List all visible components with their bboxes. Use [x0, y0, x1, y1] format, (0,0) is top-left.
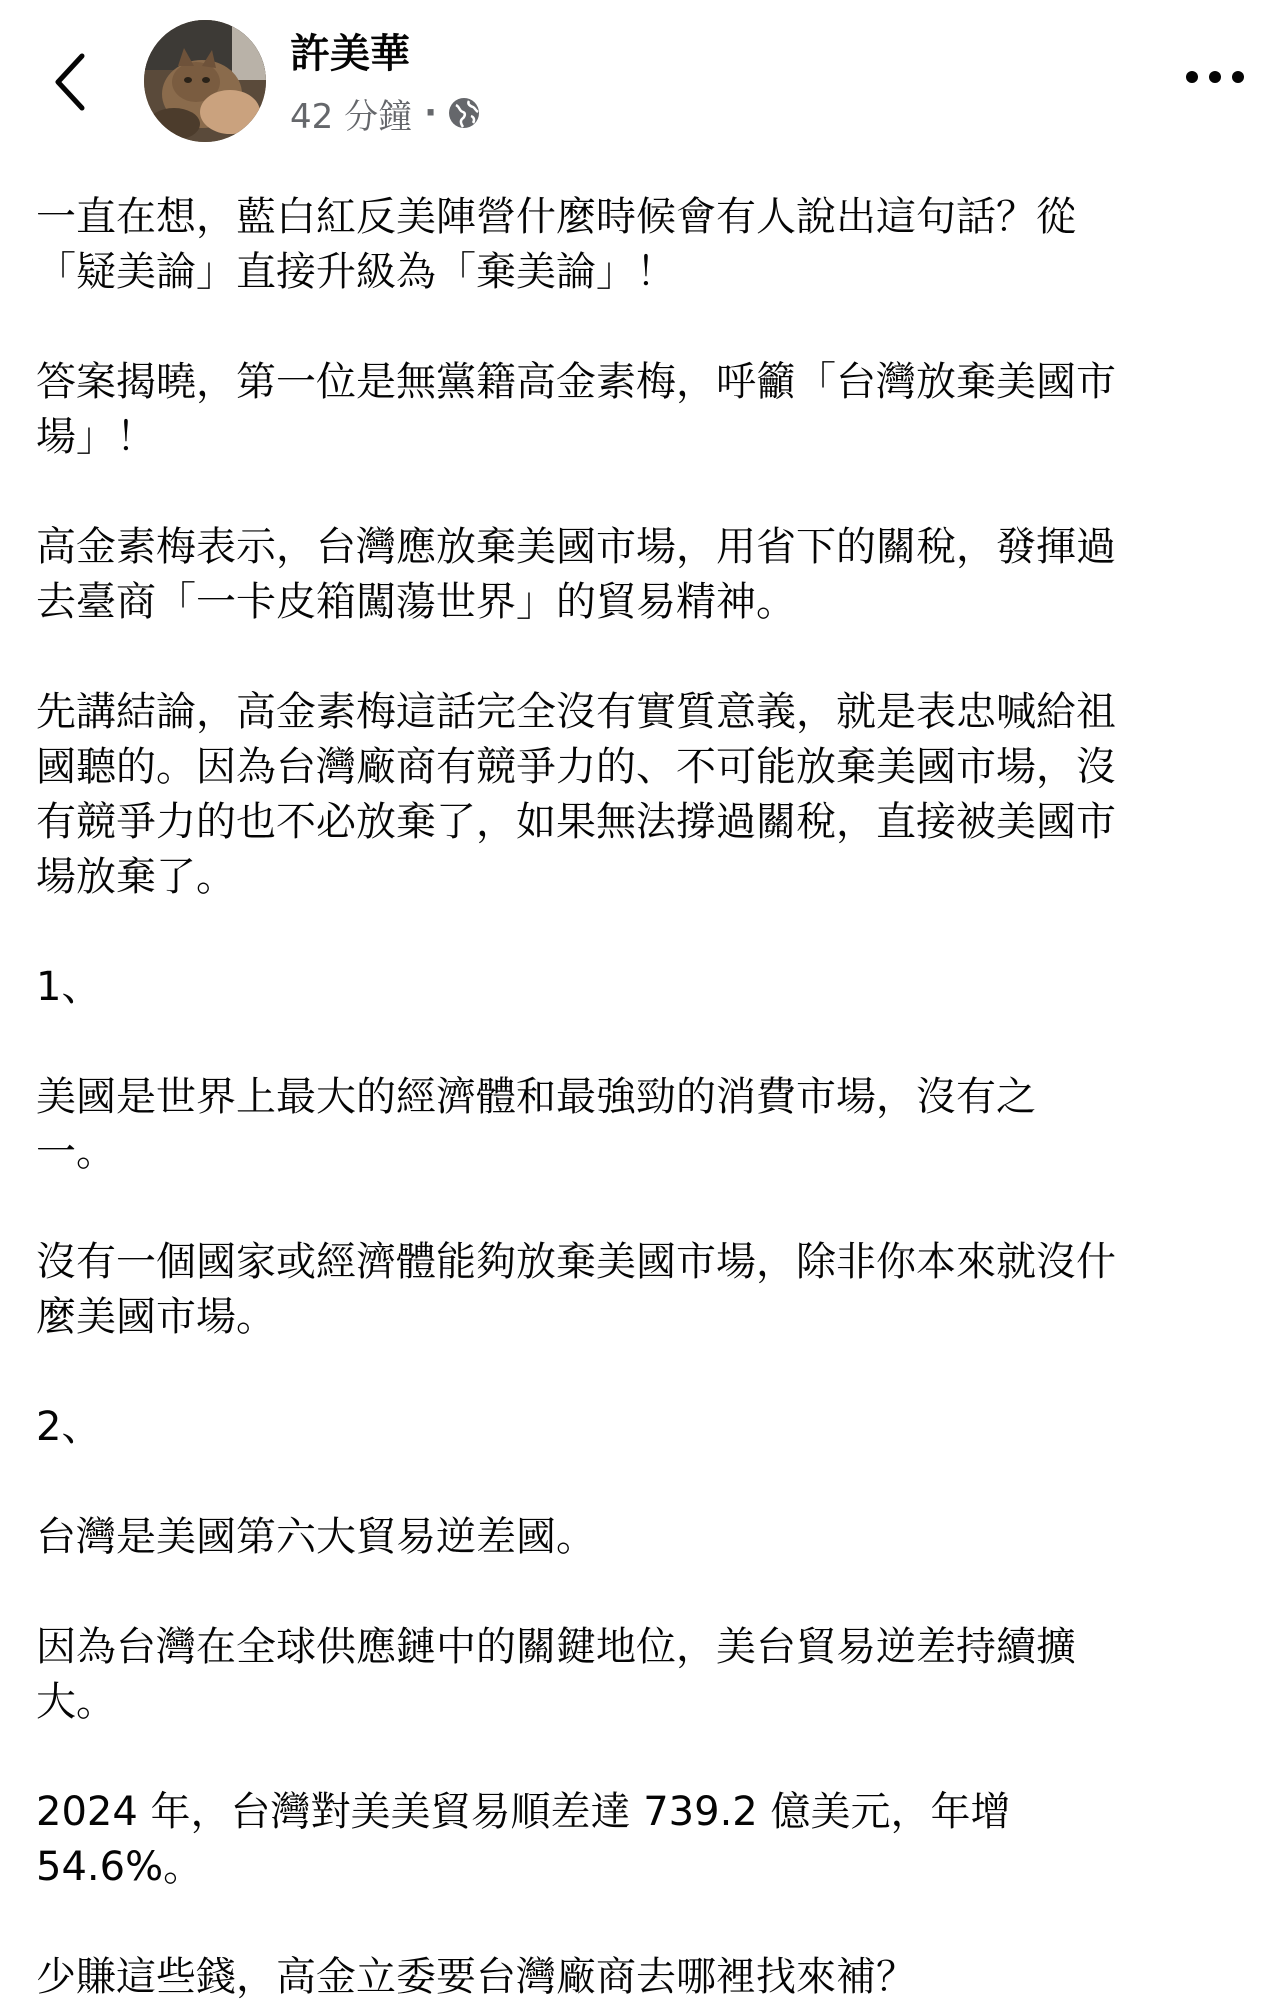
- post-paragraph: 先講結論，高金素梅這話完全沒有實質意義，就是表忠喊給祖 國聽的。因為台灣廠商有競爭力的、不可能放棄美國市場，沒 有競爭力的也不必放棄了，如果無法撐過關稅，直接被美國市 場放棄了。: [36, 689, 1116, 900]
- post-paragraph: 因為台灣在全球供應鏈中的關鍵地位，美台貿易逆差持續擴 大。: [36, 1624, 1076, 1725]
- more-dots-icon: [1185, 70, 1245, 84]
- post-paragraph: 答案揭曉，第一位是無黨籍高金素梅，呼籲「台灣放棄美國市 場」！: [36, 359, 1116, 460]
- author-name[interactable]: 許美華: [290, 31, 410, 77]
- post-time[interactable]: 42 分鐘: [290, 96, 413, 137]
- post-body: [36, 190, 1256, 2005]
- chevron-left-icon: [52, 52, 88, 112]
- post-header: [0, 0, 1284, 160]
- post-paragraph: 沒有一個國家或經濟體能夠放棄美國市場，除非你本來就沒什 麼美國市場。: [36, 1239, 1116, 1340]
- post-paragraph: 美國是世界上最大的經濟體和最強勁的消費市場，沒有之 一。: [36, 1074, 1036, 1175]
- post-paragraph: 2024 年，台灣對美美貿易順差達 739.2 億美元，年增 54.6%。: [36, 1789, 1011, 1890]
- more-options-button[interactable]: [1180, 52, 1250, 102]
- globe-icon: [447, 96, 481, 130]
- post-paragraph: 台灣是美國第六大貿易逆差國。: [36, 1514, 596, 1560]
- post-paragraph: 高金素梅表示，台灣應放棄美國市場，用省下的關稅，發揮過 去臺商「一卡皮箱闖蕩世界」的貿易精神。: [36, 524, 1116, 625]
- avatar[interactable]: [144, 20, 266, 142]
- meta-separator: ·: [424, 93, 437, 133]
- post-meta: [290, 90, 481, 136]
- post-paragraph: 1、: [36, 964, 102, 1010]
- post-paragraph: 一直在想，藍白紅反美陣營什麼時候會有人說出這句話？從 「疑美論」直接升級為「棄美論」！: [36, 194, 1076, 295]
- post-paragraph: 少賺這些錢，高金立委要台灣廠商去哪裡找來補？: [36, 1954, 916, 2000]
- cat-avatar-icon: [144, 20, 266, 142]
- post-paragraph: 2、: [36, 1404, 102, 1450]
- back-button[interactable]: [40, 42, 100, 122]
